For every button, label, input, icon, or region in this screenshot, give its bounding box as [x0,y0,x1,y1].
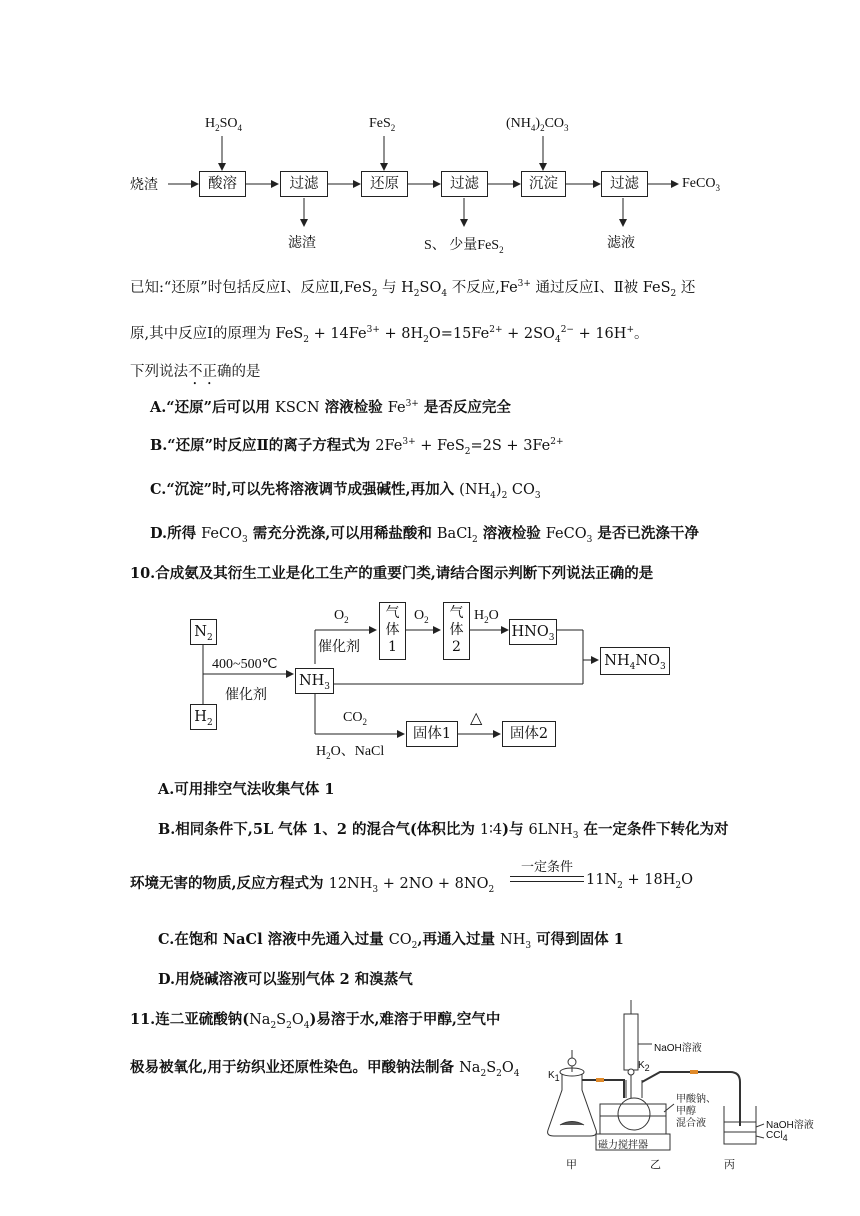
label-ccl4: CCl$_4$ [766,1130,788,1143]
output-filtrate: 滤液 [607,236,635,251]
step-filter-2: 过滤 [441,171,488,197]
start-label: 烧渣 [130,178,158,193]
label-naoh-top: NaOH溶液 [654,1043,702,1054]
output-residue: 滤渣 [288,236,316,251]
known-line-2: 原,其中反应Ⅰ的原理为 $FeS_2 + 14Fe^{3+} + 8H_2O=15Fe^{2+} + 2SO_4^{2-} + 16H^+$。 [130,325,649,345]
label-k2: $K_2$ [638,1060,650,1073]
box-nh4no3: $NH_4NO_3$ [600,647,670,675]
label-h2o: $H_2O$ [474,608,499,625]
step-reduce: 还原 [361,171,408,197]
reaction-products: $11N_2 + 18H_2O$ [586,872,693,891]
box-hno3: $HNO_3$ [509,619,557,645]
box-gas1: 气 体 1 [379,602,406,660]
input-h2so4: $H_2SO_4$ [205,116,243,133]
known-line-1: 已知:“还原”时包括反应Ⅰ、反应Ⅱ,FeS$_2$ 与 $H_2SO_4$ 不反应$,Fe^{3+}$ 通过反应Ⅰ、Ⅱ被 FeS$_2$ 还 [130,279,696,299]
box-solid1: 固体1 [406,721,458,747]
flowchart-arrows [0,0,860,260]
q10-stem: 10.合成氨及其衍生工业是化工生产的重要门类,请结合图示判断下列说法正确的是 [130,565,654,582]
label-stirrer: 磁力搅拌器 [598,1140,648,1151]
label-co2: $CO_2$ [343,710,367,727]
output-s-fes2: S、 少量FeS$_2$ [424,238,504,255]
label-yi: 乙 [650,1158,661,1171]
q11-line-2: 极易被氧化,用于纺织业还原性染色。甲酸钠法制备 $Na_2S_2O_4$ [130,1059,520,1079]
label-bing: 丙 [724,1158,735,1171]
input-nh4co3: $(NH_4)_2CO_3$ [506,116,569,133]
box-solid2: 固体2 [502,721,556,747]
label-h2o-nacl: $H_2O$、NaCl [316,744,385,761]
q10-option-b-2: 环境无害的物质,反应方程式为 $12NH_3 + 2NO + 8NO_2$ [130,875,495,895]
label-catalyst-2: 催化剂 [318,640,360,655]
q10-option-c: C.在饱和 NaCl 溶液中先通入过量 $CO_2$,再通入过量 $NH_3$ 可得到固体 1 [158,931,624,951]
label-k1: $K_1$ [548,1070,560,1083]
q9-option-b: B.“还原”时反应Ⅱ的离子方程式为 $2Fe^{3+} + FeS_2=2S + 3Fe^{2+}$ [150,437,564,457]
label-naoh-right: NaOH溶液 [766,1120,814,1131]
q10-option-a: A.可用排空气法收集气体 1 [158,781,335,798]
box-nh3: $NH_3$ [295,668,334,694]
q9-option-a: A.“还原”后可以用 KSCN 溶液检验 $Fe^{3+}$ 是否反应完全 [150,399,511,416]
label-o2-a: $O_2$ [334,608,349,625]
cond-temp: 400~500℃ [212,657,278,672]
q10-option-b-1: B.相同条件下,5L 气体 1、2 的混合气(体积比为 1∶4)与 $6LNH_3$ 在一定条件下转化为对 [158,821,729,841]
q11-line-1: 11.连二亚硫酸钠$(Na_2S_2O_4)$易溶于水,难溶于甲醇,空气中 [130,1011,501,1031]
box-h2: $H_2$ [190,704,217,730]
label-heat: △ [470,710,483,727]
q9-option-d: D.所得 FeCO$_3$ 需充分洗涤,可以用稀盐酸和 BaCl$_2$ 溶液检验 FeCO$_3$ 是否已洗涤干净 [150,525,699,545]
q9-stem: 下列说法不正确的是 [130,364,261,380]
reaction-equals-sign [510,876,584,882]
box-n2: $N_2$ [190,619,217,645]
step-filter-1: 过滤 [280,171,328,197]
q10-option-d: D.用烧碱溶液可以鉴别气体 2 和溴蒸气 [158,971,413,988]
input-fes2: FeS$_2$ [369,116,396,133]
label-jia: 甲 [566,1158,577,1171]
step-acid-dissolve: 酸溶 [199,171,246,197]
label-o2-b: $O_2$ [414,608,429,625]
cond-catalyst: 催化剂 [225,688,267,703]
q9-option-c: C.“沉淀”时,可以先将溶液调节成强碱性,再加入 $(NH_4)_2$ $CO_3$ [150,481,541,501]
step-precipitate: 沉淀 [521,171,566,197]
end-product: FeCO$_3$ [682,176,720,193]
step-filter-3: 过滤 [601,171,648,197]
reaction-condition: 一定条件 [520,859,573,874]
box-gas2: 气 体 2 [443,602,470,660]
label-mixture: 甲酸钠、 甲醇 混合液 [676,1094,716,1129]
